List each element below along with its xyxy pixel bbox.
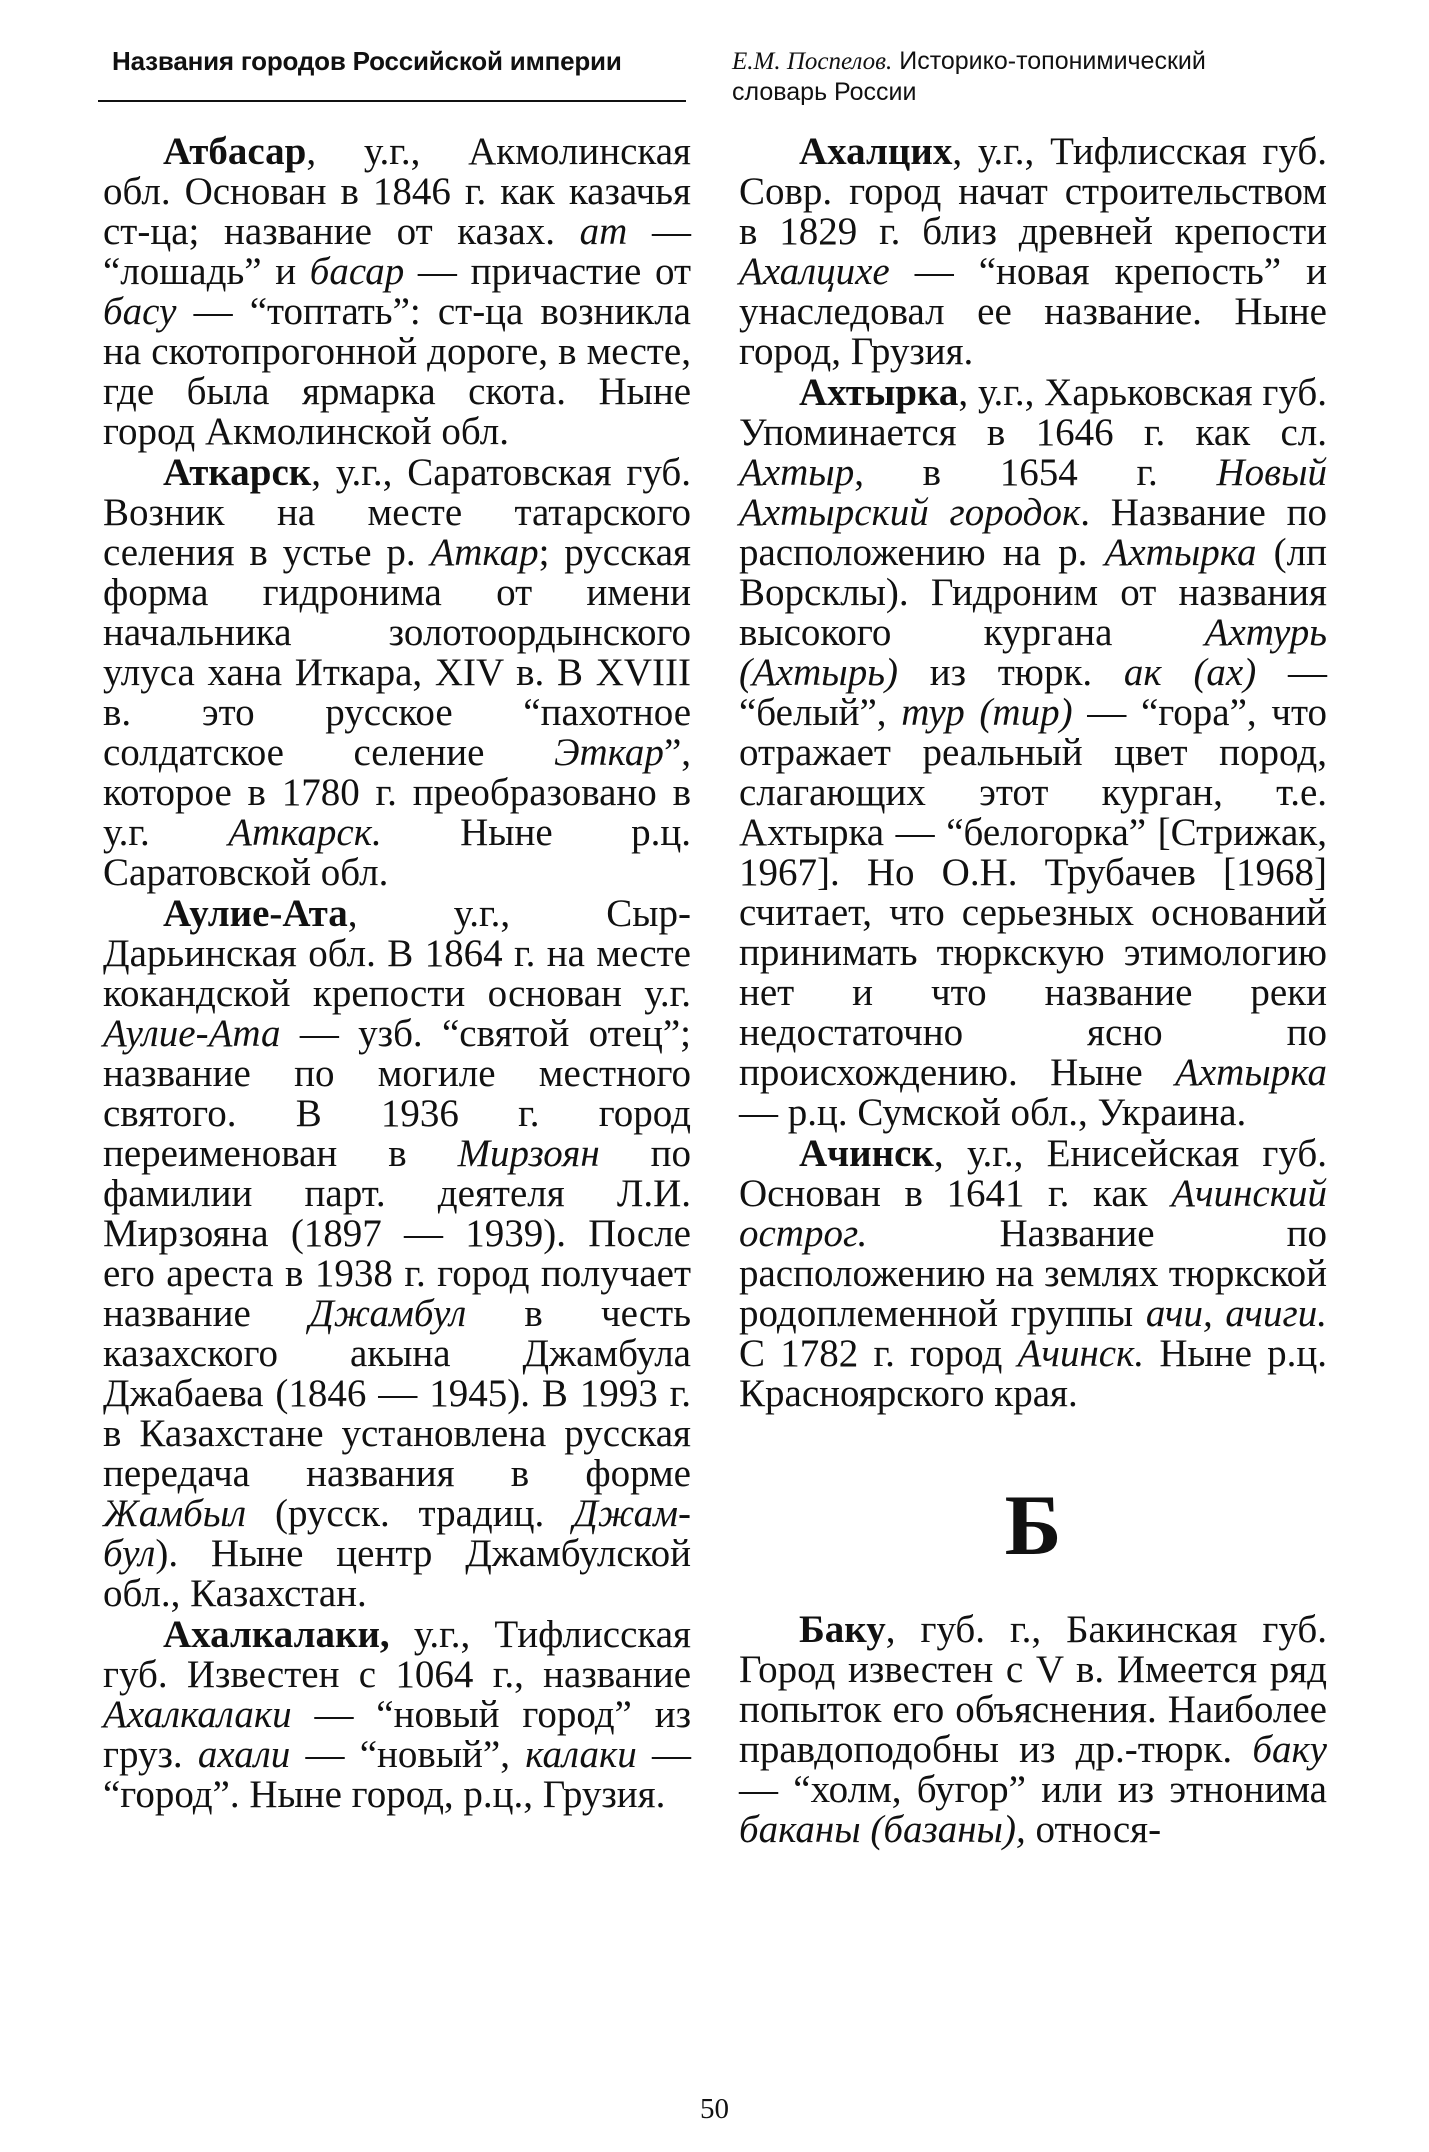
entry-text: из тюрк. [897, 651, 1124, 694]
entry-text: ”, которое в 1780 г. преобразовано в у.г. [103, 731, 691, 854]
left-column [103, 132, 691, 1816]
entry-text: — “новая крепость” и унаследовал ее название. Ныне город, Грузия. [739, 250, 1327, 373]
entry-text: , губ. г., Бакинская губ. Город известен с V в. Имеется ряд попыток его объяснения. Наиболее правдоподобны из др.-тюрк. [739, 1608, 1327, 1771]
entry-text: — “новый город” из груз. [103, 1693, 691, 1776]
headword: Атбасар [163, 130, 307, 173]
headword: Ахалкалаки, [163, 1613, 390, 1656]
entry-text: , в 1654 г. [854, 451, 1217, 494]
entry-text: , у.г., Саратовская губ. Возник на месте татарского селения в устье р. [103, 451, 691, 574]
entry-italic: калаки [525, 1733, 637, 1776]
entry-italic: Ахтырка [1104, 531, 1257, 574]
entry-italic: Ахалкалаки [103, 1693, 292, 1736]
entry-achinsk [739, 1134, 1327, 1414]
entry-text: Ныне р.ц. Саратовской обл. [103, 811, 691, 894]
entry-text: ; русская форма гидронима от имени начальника золотоордынского улуса хана Иткара, XIV в. В XVIII в. это русское “пахотное солдатское селение [103, 531, 691, 774]
entry-text: — “гора”, что отражает реальный цвет пород, слагающих этот курган, т.е. Ахтырка — “белогорка” [Стрижак, 1967]. Но О.Н. Трубачев [1968] считает, что серьезных оснований принимать тюркскую этимологию нет и что название реки недостаточно ясно по происхождению. Ныне [739, 691, 1327, 1094]
entry-italic: Аулие-Ата [103, 1012, 281, 1055]
entry-text: относя- [1025, 1808, 1162, 1851]
entry-text: Название по расположению на землях тюркской родоплеменной группы [739, 1212, 1327, 1335]
entry-baku [739, 1610, 1327, 1850]
entry-atkarsk [103, 453, 691, 893]
entry-italic: басар [309, 250, 405, 293]
entry-text: — причастие от [404, 250, 691, 293]
entry-akhtyrka [739, 373, 1327, 1133]
entry-italic: Ачинск. [1017, 1332, 1145, 1375]
entry-italic: Мирзоян [457, 1132, 600, 1175]
entry-text: — “новый”, [290, 1733, 526, 1776]
entry-text: (лп Ворсклы). Гидроним от названия высокого кургана [739, 531, 1327, 654]
entry-text: (русск. традиц. [246, 1492, 574, 1535]
entry-italic: Ахтырка [1175, 1051, 1327, 1094]
entry-akhalkalaki [103, 1615, 691, 1815]
headword: Ахалцих [799, 130, 953, 173]
book-reference [732, 46, 1332, 107]
headword: Ачинск [799, 1132, 934, 1175]
entry-text: по фамилии парт. деятеля Л.И. Мирзояна (1897 — 1939). После его ареста в 1938 г. город получает название [103, 1132, 691, 1335]
section-letter: Б [1004, 1477, 1062, 1573]
entry-italic: am [579, 210, 628, 253]
entry-text: у.г., Тифлисская губ. Известен с 1064 г., название [103, 1613, 691, 1696]
entry-text: — “холм, бугор” или из этнонима [739, 1768, 1327, 1811]
entry-italic: Аткарск. [228, 811, 382, 854]
entry-text: С 1782 г. город [739, 1332, 1018, 1375]
entry-italic: ачи, ачиги. [1145, 1292, 1327, 1335]
right-column [739, 132, 1327, 1851]
headword: Ахтырка [799, 371, 959, 414]
entry-italic: Жамбыл [103, 1492, 247, 1535]
entry-italic: Аткар [430, 531, 539, 574]
entry-text: — р.ц. Сумской обл., Украина. [739, 1091, 1247, 1134]
entry-italic: басу [103, 290, 177, 333]
entry-text: ). Ныне центр Джамбулской обл., Казахстан. [103, 1532, 691, 1615]
entry-italic: Джамбул [103, 1492, 691, 1575]
book-author: Е.М. Поспелов. [732, 48, 893, 75]
headword: Баку [799, 1608, 886, 1651]
entry-text: , у.г., Акмолинская обл. Основан в 1846 г. как казачья ст-ца; название от казах. [103, 130, 691, 253]
entry-text: , у.г., Енисейская губ. Основан в 1641 г. как [739, 1132, 1327, 1215]
entry-italic: баканы (базаны), [739, 1808, 1026, 1851]
entry-italic: Джамбул [308, 1292, 467, 1335]
entry-italic: Ахалцихе [739, 250, 890, 293]
entry-akhaltsikh [739, 132, 1327, 372]
entry-text: Ныне р.ц. Красноярского края. [739, 1332, 1328, 1415]
entry-text: , у.г., Харьковская губ. Упоминается в 1646 г. как сл. [739, 371, 1327, 454]
entry-text: , у.г., Тифлисская губ. Совр. город начат строительством в 1829 г. близ древней крепости [739, 130, 1327, 253]
entry-aulie-ata [103, 894, 691, 1614]
book-title-line1: Историко-топонимический [899, 47, 1206, 75]
page-number: 50 [700, 2093, 729, 2125]
entry-text: — “лошадь” и [103, 210, 692, 293]
header-rule [98, 100, 686, 102]
entry-italic: баку [1252, 1728, 1327, 1771]
entry-italic: Новый Ахтырский городок [739, 451, 1327, 534]
entry-text: — “город”. Ныне город, р.ц., Грузия. [103, 1733, 692, 1816]
headword: Аулие-Ата [163, 892, 348, 935]
entry-italic: ак (ах) [1123, 651, 1257, 694]
entry-italic: Ахтыр [739, 451, 855, 494]
entry-italic: ахали [197, 1733, 291, 1776]
entry-text: — узб. “святой отец”; название по могиле местного святого. В 1936 г. город переименован в [103, 1012, 691, 1175]
entry-text: , у.г., Сыр-Дарьинская обл. В 1864 г. на месте кокандской крепости основан у.г. [103, 892, 691, 1015]
headword: Аткарск [163, 451, 312, 494]
entry-text: — “топтать”: ст-ца возникла на скотопрогонной дороге, в месте, где была ярмарка скота. Ныне город Акмолинской обл. [103, 290, 691, 453]
entry-text: в честь казахского акына Джамбула Джабаева (1846 — 1945). В 1993 г. в Казахстане установлена русская передача названия в форме [103, 1292, 691, 1495]
entry-atbasar [103, 132, 691, 452]
running-title: Названия городов Российской империи [112, 46, 622, 76]
entry-italic: Ахтурь (Ахтырь) [739, 611, 1327, 694]
book-title-line2: словарь России [732, 78, 917, 106]
entry-italic: тур (тир) [901, 691, 1073, 734]
entry-text: . Название по расположению на р. [739, 491, 1327, 574]
entry-text: — “белый”, [739, 651, 1328, 734]
entry-italic: Эткар [553, 731, 664, 774]
entry-italic: Ачинский острог. [739, 1172, 1327, 1255]
